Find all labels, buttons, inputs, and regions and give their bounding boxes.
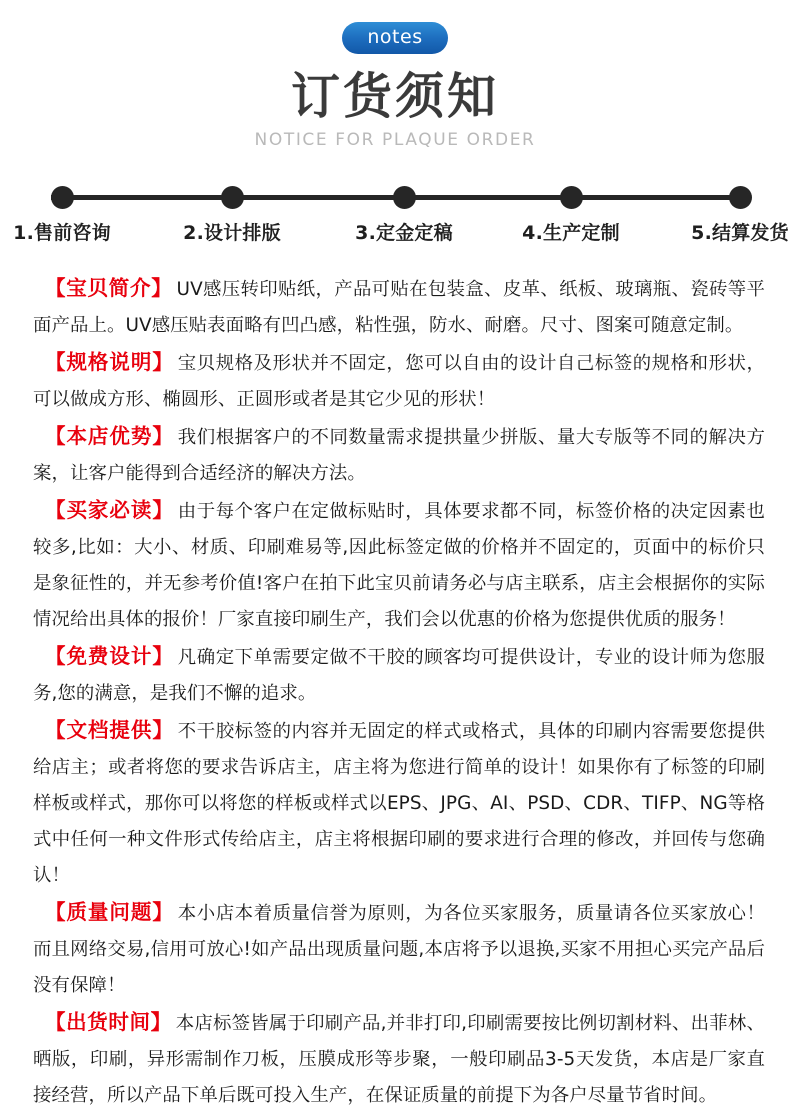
timeline-step-2 [152, 184, 312, 245]
page-title: 订货须知 [290, 67, 499, 125]
section-body: 本小店本着质量信誉为原则，为各位买家服务，质量请各位买家放心！而且网络交易,信用可放心!如产品出现质量问题,本店将予以退换,买家不用担心买完产品后没有保障！ [33, 903, 765, 997]
timeline-steps [0, 184, 790, 256]
order-process-timeline [0, 184, 790, 256]
notice-section [33, 1004, 765, 1114]
timeline-dot-icon [393, 186, 416, 209]
timeline-step-3 [324, 184, 484, 245]
timeline-step-label: 4.生产定制 [522, 222, 620, 245]
section-heading: 【文档提供】 [45, 718, 174, 743]
notice-section [33, 344, 765, 418]
notice-section [33, 492, 765, 638]
timeline-step-5 [660, 184, 790, 245]
notes-badge: notes [342, 22, 448, 54]
section-heading: 【宝贝简介】 [45, 276, 173, 301]
section-body: UV感压转印贴纸，产品可贴在包装盒、皮革、纸板、玻璃瓶、瓷砖等平面产品上。UV感压贴表面略有凹凸感，粘性强，防水、耐磨。尺寸、图案可随意定制。 [33, 279, 766, 337]
timeline-dot-icon [560, 186, 583, 209]
page-subtitle: NOTICE FOR PLAQUE ORDER [254, 130, 536, 151]
timeline-dot-icon [221, 186, 244, 209]
timeline-step-label: 3.定金定稿 [355, 222, 453, 245]
section-heading: 【本店优势】 [45, 424, 174, 449]
timeline-step-label: 5.结算发货 [691, 222, 789, 245]
section-body: 本店标签皆属于印刷产品,并非打印,印刷需要按比例切割材料、出菲林、晒版，印刷，异形需制作刀板，压膜成形等步聚，一般印刷品3-5天发货，本店是厂家直接经营，所以产品下单后既可投入生产，在保证质量的前提下为各户尽量节省时间。 [33, 1013, 766, 1107]
section-body: 不干胶标签的内容并无固定的样式或格式，具体的印刷内容需要您提供给店主；或者将您的要求告诉店主，店主将为您进行简单的设计！如果你有了标签的印刷样板或样式，那你可以将您的样板或样式以EPS、JPG、AI、PSD、CDR、TIFP、NG等格式中任何一种文件形式传给店主，店主将根据印刷的要求进行合理的修改，并回传与您确认！ [33, 721, 765, 887]
section-heading: 【出货时间】 [45, 1010, 172, 1035]
section-body: 宝贝规格及形状并不固定，您可以自由的设计自己标签的规格和形状，可以做成方形、椭圆形、正圆形或者是其它少见的形状！ [33, 353, 765, 411]
notice-content [0, 256, 790, 1114]
notice-section [33, 418, 765, 492]
timeline-step-4 [491, 184, 651, 245]
section-heading: 【买家必读】 [45, 498, 174, 523]
timeline-step-label: 1.售前咨询 [13, 222, 111, 245]
timeline-dot-icon [51, 186, 74, 209]
timeline-step-label: 2.设计排版 [183, 222, 281, 245]
section-body: 我们根据客户的不同数量需求提拱量少拼版、量大专版等不同的解决方案，让客户能得到合适经济的解决方法。 [33, 427, 765, 485]
notice-section [33, 638, 765, 712]
timeline-step-1 [0, 184, 142, 245]
timeline-dot-icon [729, 186, 752, 209]
notice-section [33, 712, 765, 894]
section-body: 由于每个客户在定做标贴时，具体要求都不同，标签价格的决定因素也较多,比如：大小、材质、印刷难易等,因此标签定做的价格并不固定的，页面中的标价只是象征性的，并无参考价值!客户在拍下此宝贝前请务必与店主联系，店主会根据你的实际情况给出具体的报价！厂家直接印刷生产，我们会以优惠的价格为您提供优质的服务！ [33, 501, 765, 631]
page-header [0, 0, 790, 150]
notice-section [33, 270, 765, 344]
section-heading: 【质量问题】 [45, 900, 174, 925]
section-heading: 【规格说明】 [45, 350, 174, 375]
notice-section [33, 894, 765, 1004]
section-body: 凡确定下单需要定做不干胶的顾客均可提供设计，专业的设计师为您服务,您的满意，是我们不懈的追求。 [33, 647, 765, 705]
section-heading: 【免费设计】 [45, 644, 174, 669]
